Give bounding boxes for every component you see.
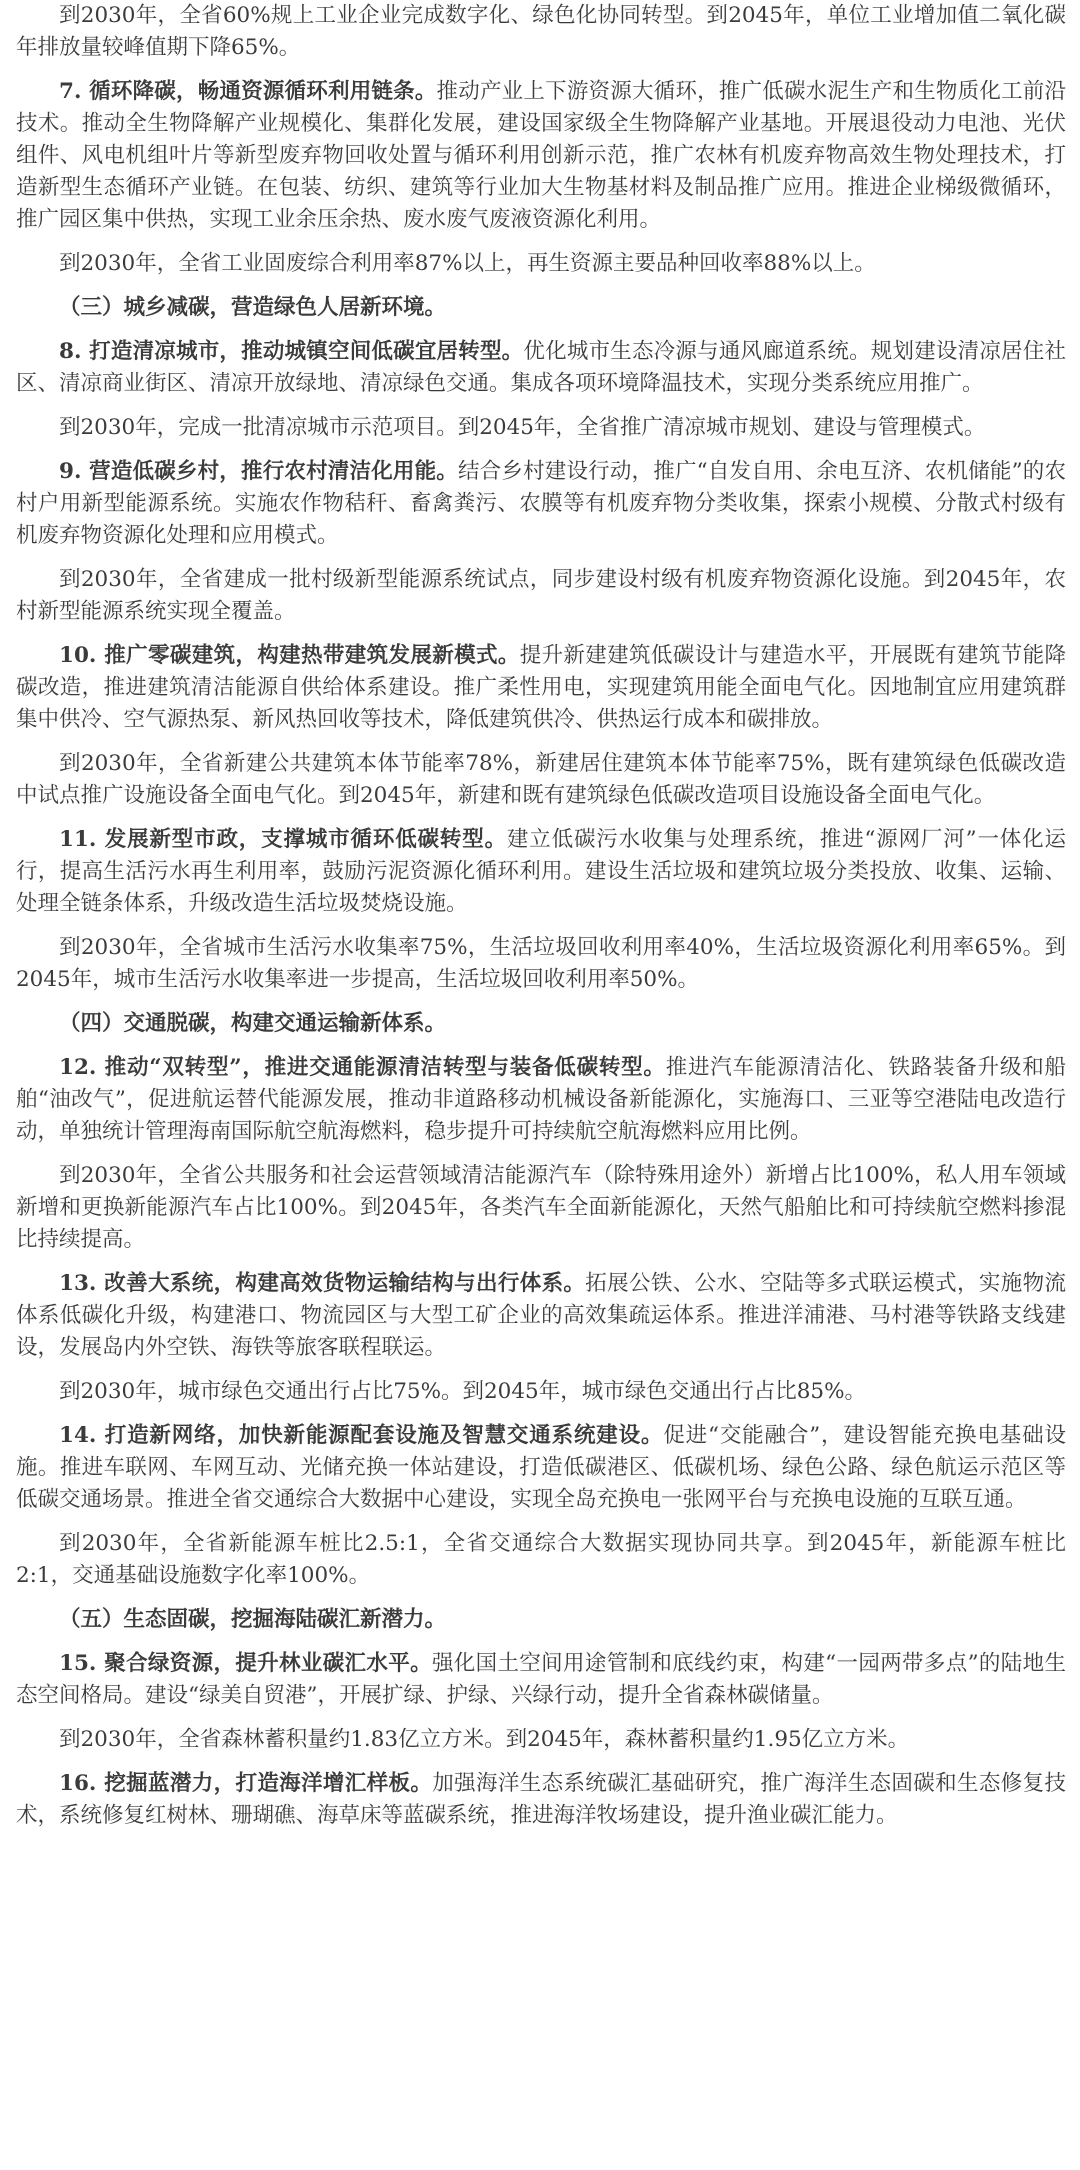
target-paragraph-forest	[16, 1724, 1066, 1756]
item-11-lead: 11. 发展新型市政，支撑城市循环低碳转型。	[59, 827, 507, 852]
item-12-text: 推进汽车能源清洁化、铁路装备升级和船舶“油改气”，促进航运替代能源发展，推动非道路移动机械设备新能源化，实施海口、三亚等空港陆电改造行动，单独统计管理海南国际航空航海燃料，稳步提升可持续航空航海燃料应用比例。	[16, 1055, 1066, 1144]
item-10-text: 提升新建建筑低碳设计与建造水平，开展既有建筑节能降碳改造，推进建筑清洁能源自供给体系建设。推广柔性用电，实现建筑用能全面电气化。因地制宜应用建筑群集中供冷、空气源热泵、新风热回收等技术，降低建筑供冷、供热运行成本和碳排放。	[16, 643, 1066, 732]
item-13-lead: 13. 改善大系统，构建高效货物运输结构与出行体系。	[59, 1271, 586, 1296]
item-8-text: 优化城市生态冷源与通风廊道系统。规划建设清凉居住社区、清凉商业街区、清凉开放绿地、清凉绿色交通。集成各项环境降温技术，实现分类系统应用推广。	[16, 339, 1066, 396]
item-15-text: 强化国土空间用途管制和底线约束，构建“一园两带多点”的陆地生态空间格局。建设“绿美自贸港”，开展扩绿、护绿、兴绿行动，提升全省森林碳储量。	[16, 1651, 1066, 1708]
section-heading-5: （五）生态固碳，挖掘海陆碳汇新潜力。	[59, 1607, 447, 1632]
item-9-lead: 9. 营造低碳乡村，推行农村清洁化用能。	[59, 459, 458, 484]
item-7-lead: 7. 循环降碳，畅通资源循环利用链条。	[59, 79, 437, 104]
item-16-text: 加强海洋生态系统碳汇基础研究，推广海洋生态固碳和生态修复技术，系统修复红树林、珊瑚礁、海草床等蓝碳系统，推进海洋牧场建设，提升渔业碳汇能力。	[16, 1771, 1066, 1828]
paragraph-text: 到2030年，全省新能源车桩比2.5:1，全省交通综合大数据实现协同共享。到2045年，新能源车桩比2:1，交通基础设施数字化率100%。	[16, 1531, 1066, 1588]
target-paragraph-green-travel	[16, 1376, 1066, 1408]
item-15-lead: 15. 聚合绿资源，提升林业碳汇水平。	[59, 1651, 432, 1676]
item-11-paragraph	[16, 824, 1066, 920]
item-8-lead: 8. 打造清凉城市，推动城镇空间低碳宜居转型。	[59, 339, 524, 364]
target-paragraph-vehicles	[16, 1160, 1066, 1256]
item-8-paragraph	[16, 336, 1066, 400]
paragraph-text: 到2030年，全省森林蓄积量约1.83亿立方米。到2045年，森林蓄积量约1.95亿立方米。	[59, 1727, 910, 1752]
item-12-paragraph	[16, 1052, 1066, 1148]
item-9-text: 结合乡村建设行动，推广“自发自用、余电互济、农机储能”的农村户用新型能源系统。实施农作物秸秆、畜禽粪污、农膜等有机废弃物分类收集，探索小规模、分散式村级有机废弃物资源化处理和应用模式。	[16, 459, 1066, 548]
item-14-lead: 14. 打造新网络，加快新能源配套设施及智慧交通系统建设。	[59, 1423, 664, 1448]
item-14-text: 促进“交能融合”，建设智能充换电基础设施。推进车联网、车网互动、光储充换一体站建设，打造低碳港区、低碳机场、绿色公路、绿色航运示范区等低碳交通场景。推进全省交通综合大数据中心建设，实现全岛充换电一张网平台与充换电设施的互联互通。	[16, 1423, 1066, 1512]
paragraph-text: 到2030年，全省城市生活污水收集率75%，生活垃圾回收利用率40%，生活垃圾资源化利用率65%。到2045年，城市生活污水收集率进一步提高，生活垃圾回收利用率50%。	[16, 935, 1066, 992]
paragraph-text: 到2030年，全省建成一批村级新型能源系统试点，同步建设村级有机废弃物资源化设施。到2045年，农村新型能源系统实现全覆盖。	[16, 567, 1066, 624]
target-paragraph-rural-energy	[16, 564, 1066, 628]
target-paragraph-cool-city	[16, 412, 1066, 444]
target-paragraph-industry	[16, 0, 1066, 64]
section-heading-4: （四）交通脱碳，构建交通运输新体系。	[59, 1011, 447, 1036]
paragraph-text: 到2030年，全省工业固废综合利用率87%以上，再生资源主要品种回收率88%以上。	[59, 251, 876, 276]
item-9-paragraph	[16, 456, 1066, 552]
paragraph-text: 到2030年，城市绿色交通出行占比75%。到2045年，城市绿色交通出行占比85%。	[59, 1379, 867, 1404]
item-10-paragraph	[16, 640, 1066, 736]
target-paragraph-charging	[16, 1528, 1066, 1592]
section-heading-3: （三）城乡减碳，营造绿色人居新环境。	[59, 295, 447, 320]
item-7-paragraph	[16, 76, 1066, 236]
item-12-lead: 12. 推动“双转型”，推进交通能源清洁转型与装备低碳转型。	[59, 1055, 666, 1080]
paragraph-text: 到2030年，全省公共服务和社会运营领域清洁能源汽车（除特殊用途外）新增占比100%，私人用车领域新增和更换新能源汽车占比100%。到2045年，各类汽车全面新能源化，天然气船舶比和可持续航空燃料掺混比持续提高。	[16, 1163, 1066, 1252]
target-paragraph-solid-waste	[16, 248, 1066, 280]
paragraph-text: 到2030年，全省60%规上工业企业完成数字化、绿色化协同转型。到2045年，单位工业增加值二氧化碳年排放量较峰值期下降65%。	[16, 3, 1066, 60]
item-16-paragraph	[16, 1768, 1066, 1832]
item-10-lead: 10. 推广零碳建筑，构建热带建筑发展新模式。	[59, 643, 520, 668]
item-11-text: 建立低碳污水收集与处理系统，推进“源网厂河”一体化运行，提高生活污水再生利用率，鼓励污泥资源化循环利用。建设生活垃圾和建筑垃圾分类投放、收集、运输、处理全链条体系，升级改造生活垃圾焚烧设施。	[16, 827, 1066, 916]
item-15-paragraph	[16, 1648, 1066, 1712]
paragraph-text: 到2030年，全省新建公共建筑本体节能率78%，新建居住建筑本体节能率75%，既有建筑绿色低碳改造中试点推广设施设备全面电气化。到2045年，新建和既有建筑绿色低碳改造项目设施设备全面电气化。	[16, 751, 1066, 808]
paragraph-text: 到2030年，完成一批清凉城市示范项目。到2045年，全省推广清凉城市规划、建设与管理模式。	[59, 415, 986, 440]
target-paragraph-municipal	[16, 932, 1066, 996]
item-13-text: 拓展公铁、公水、空陆等多式联运模式，实施物流体系低碳化升级，构建港口、物流园区与大型工矿企业的高效集疏运体系。推进洋浦港、马村港等铁路支线建设，发展岛内外空铁、海铁等旅客联程联运。	[16, 1271, 1066, 1360]
item-7-text: 推动产业上下游资源大循环，推广低碳水泥生产和生物质化工前沿技术。推动全生物降解产业规模化、集群化发展，建设国家级全生物降解产业基地。开展退役动力电池、光伏组件、风电机组叶片等新型废弃物回收处置与循环利用创新示范，推广农林有机废弃物高效生物处理技术，打造新型生态循环产业链。在包装、纺织、建筑等行业加大生物基材料及制品推广应用。推进企业梯级微循环，推广园区集中供热，实现工业余压余热、废水废气废液资源化利用。	[16, 79, 1066, 232]
target-paragraph-buildings	[16, 748, 1066, 812]
item-16-lead: 16. 挖掘蓝潜力，打造海洋增汇样板。	[59, 1771, 433, 1796]
item-13-paragraph	[16, 1268, 1066, 1364]
item-14-paragraph	[16, 1420, 1066, 1516]
